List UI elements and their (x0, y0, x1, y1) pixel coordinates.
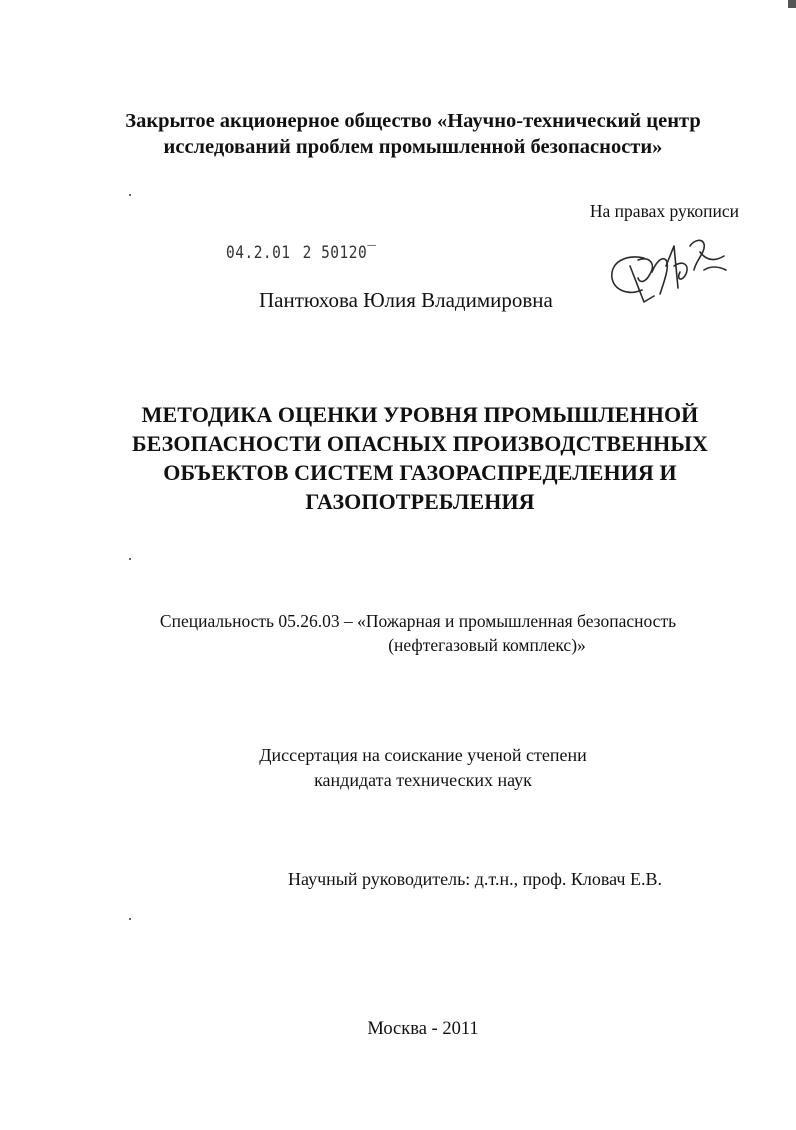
specialty-line-2: (нефтегазовый комплекс)» (388, 635, 586, 655)
organization-line-1: Закрытое акционерное общество «Научно-технический центр (125, 110, 701, 132)
specialty-line-1: Специальность 05.26.03 – «Пожарная и промышленная безопасность (159, 611, 677, 631)
scan-edge-mark (788, 0, 796, 8)
specialty (108, 609, 728, 657)
scan-dot (129, 558, 131, 560)
handwritten-signature (604, 226, 730, 322)
degree-line-1: Диссертация на соискание ученой степени (259, 745, 587, 765)
title-line-4: ГАЗОПОТРЕБЛЕНИЯ (305, 489, 535, 514)
dissertation-title (100, 400, 740, 516)
registration-number-part-1: 04.2.01 (226, 244, 291, 263)
city-and-year: Москва - 2011 (367, 1019, 479, 1039)
degree-statement (198, 743, 648, 793)
registration-number-part-2: 2 50120 (302, 244, 368, 263)
author-name: Пантюхова Юлия Владимировна (259, 288, 553, 312)
degree-line-2: кандидата технических наук (314, 770, 532, 790)
scan-dot (129, 194, 131, 196)
title-line-1: МЕТОДИКА ОЦЕНКИ УРОВНЯ ПРОМЫШЛЕННОЙ (141, 402, 699, 427)
title-line-3: ОБЪЕКТОВ СИСТЕМ ГАЗОРАСПРЕДЕЛЕНИЯ И (163, 460, 677, 485)
organization-line-2: исследований проблем промышленной безопасности» (163, 136, 663, 158)
stamp-dash: ‾ (367, 244, 377, 263)
scan-dot (129, 918, 131, 920)
registration-stamp (226, 244, 376, 262)
title-line-2: БЕЗОПАСНОСТИ ОПАСНЫХ ПРОИЗВОДСТВЕННЫХ (131, 431, 709, 456)
manuscript-note: На правах рукописи (589, 201, 739, 221)
scientific-supervisor: Научный руководитель: д.т.н., проф. Кловач Е.В. (288, 869, 662, 889)
organization-name (80, 108, 746, 160)
